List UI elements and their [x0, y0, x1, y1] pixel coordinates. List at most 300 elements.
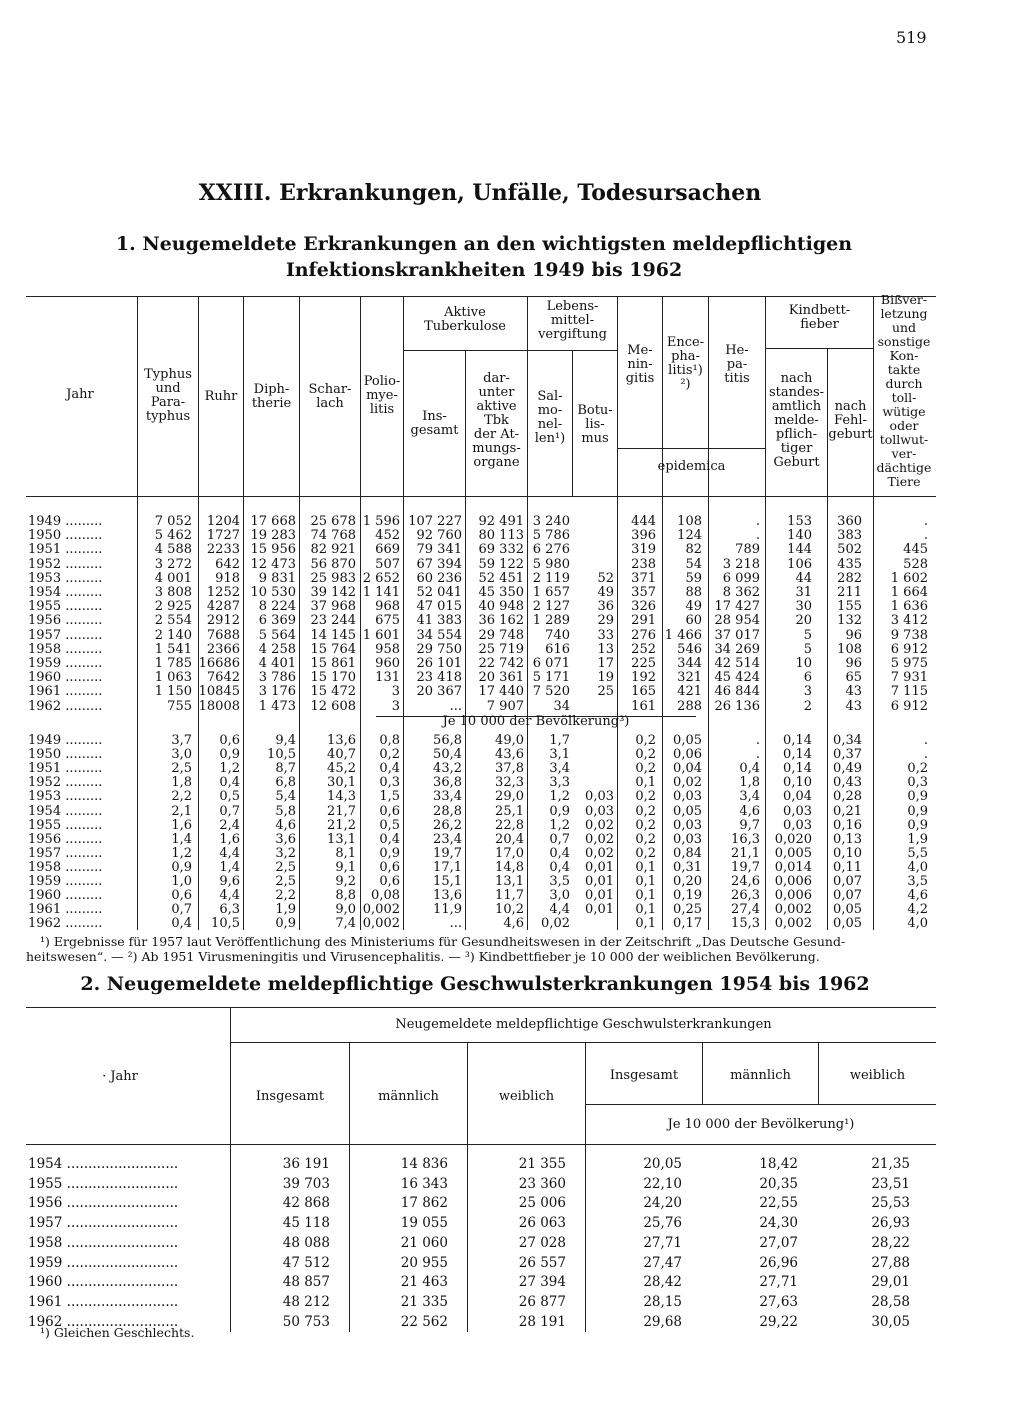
table-cell: 507	[375, 556, 400, 572]
table-cell: 30	[795, 599, 812, 615]
row-year: 1953 .........	[28, 789, 103, 805]
table-cell: 15,1	[433, 874, 462, 889]
table-cell: 238	[631, 556, 656, 572]
table-cell: 37,8	[495, 761, 524, 777]
col-typhus: Typhus und Para- typhus	[144, 367, 192, 424]
table-cell: 0,04	[783, 789, 812, 805]
table-cell: 15 956	[250, 542, 296, 558]
table-cell: 0,28	[833, 789, 862, 805]
col-lebensmittel-group: Lebens- mittel- vergiftung	[538, 299, 607, 342]
table-cell: .	[755, 528, 760, 544]
table-cell: 918	[215, 570, 240, 586]
row-year: 1956 ..........................	[28, 1195, 179, 1212]
table-cell: 0,02	[585, 817, 614, 833]
table-cell: 15 170	[310, 670, 356, 686]
table-cell: 43	[845, 698, 862, 714]
table-cell: 4,6	[503, 916, 524, 932]
table-cell: 25 983	[310, 570, 356, 586]
table-cell: 0,9	[549, 803, 570, 819]
table-cell: 1,8	[171, 775, 192, 791]
row-year: 1955 .........	[28, 599, 103, 615]
table-cell: 29 748	[478, 627, 524, 643]
table-cell: 0,4	[219, 775, 240, 791]
table-cell: 0,20	[673, 874, 702, 889]
table-cell: 4 258	[258, 641, 296, 657]
table-cell: 20	[795, 613, 812, 629]
col-tbk-darunter: dar- unter aktive Tbk der At- mungs- organe	[472, 371, 521, 470]
table-cell: 3,4	[739, 789, 760, 805]
table-cell: 0,4	[379, 761, 400, 777]
table-cell: 252	[631, 641, 656, 657]
table-cell: 3,5	[907, 874, 928, 889]
row-year: 1954 ..........................	[28, 1156, 179, 1172]
row-year: 1962 .........	[28, 916, 103, 932]
table-cell: 1727	[206, 528, 240, 544]
col-meningitis: Me- nin- gitis	[625, 343, 655, 386]
table-cell: 0,10	[833, 845, 862, 861]
table-cell: 1,4	[171, 831, 192, 847]
table-cell: 0,4	[739, 761, 760, 777]
table-cell: 33	[597, 627, 614, 643]
row-year: 1961 .........	[28, 684, 103, 700]
table-cell: 0,03	[673, 789, 702, 805]
table-cell: 1 602	[890, 570, 928, 586]
row-year: 1954 .........	[28, 803, 103, 819]
table-cell: 3,3	[549, 775, 570, 791]
table-cell: 321	[677, 670, 702, 686]
table-cell: 4,0	[907, 859, 928, 875]
table-cell: 36,8	[433, 775, 462, 791]
table-cell: 25,53	[871, 1195, 910, 1212]
row-year: 1957 ..........................	[28, 1215, 179, 1232]
table-cell: 69 332	[478, 542, 524, 558]
table-cell: 0,34	[833, 733, 862, 748]
t2-col-maennlich-rel: männlich	[730, 1068, 791, 1083]
table-cell: 131	[375, 670, 400, 686]
table-cell: 0,01	[585, 902, 614, 918]
table-cell: 0,3	[907, 775, 928, 791]
table-cell: 79 341	[416, 542, 462, 558]
table-cell: 2233	[206, 542, 240, 558]
table-cell: 360	[837, 514, 862, 529]
row-year: 1950 .........	[28, 528, 103, 544]
table-cell: 48 857	[282, 1274, 330, 1291]
table-cell: 19 055	[400, 1215, 448, 1232]
table-cell: 0,4	[171, 916, 192, 932]
table-cell: 96	[845, 656, 862, 671]
table-cell: 740	[545, 627, 570, 643]
table-cell: 675	[375, 613, 400, 629]
table-cell: 0,2	[635, 831, 656, 847]
table-cell: 161	[631, 698, 656, 714]
table-cell: 25 678	[310, 514, 356, 529]
table-cell: 1 063	[154, 670, 192, 686]
table-cell: 282	[837, 570, 862, 586]
table-cell: 0,9	[379, 845, 400, 861]
table-cell: 0,7	[171, 902, 192, 918]
row-year: 1956 .........	[28, 613, 103, 629]
table-cell: 0,21	[833, 803, 862, 819]
table-cell: 1 636	[890, 599, 928, 615]
table-cell: 0,2	[635, 845, 656, 861]
col-ruhr: Ruhr	[204, 389, 238, 404]
table-cell: 2,1	[171, 803, 192, 819]
table-cell: 452	[375, 528, 400, 544]
table-cell: 12 608	[310, 698, 356, 714]
table-cell: 21,35	[871, 1156, 910, 1172]
table-cell: 48 212	[282, 1293, 330, 1310]
table-cell: 5,5	[907, 845, 928, 861]
table-cell: 33,4	[433, 789, 462, 805]
table-cell: 1204	[206, 514, 240, 529]
t2-col-maennlich: männlich	[378, 1089, 439, 1104]
table-cell: 0,1	[635, 775, 656, 791]
table-cell: ...	[449, 916, 462, 932]
table-cell: 14 836	[400, 1156, 448, 1172]
table-cell: 502	[837, 542, 862, 558]
table-cell: 2912	[206, 613, 240, 629]
table-cell: 43,2	[433, 761, 462, 777]
row-year: 1952 .........	[28, 775, 103, 791]
table-cell: 319	[631, 542, 656, 558]
table-cell: 56,8	[433, 733, 462, 748]
col-polio: Polio- mye- litis	[363, 374, 401, 417]
table-cell: 1,2	[549, 817, 570, 833]
table-cell: 5,8	[275, 803, 296, 819]
table-cell: 1,2	[549, 789, 570, 805]
table-cell: 124	[677, 528, 702, 544]
table-cell: 17 427	[714, 599, 760, 615]
table-cell: 23 418	[416, 670, 462, 686]
table-cell: 0,8	[379, 733, 400, 748]
table-cell: 444	[631, 514, 656, 529]
table-cell: 0,5	[379, 817, 400, 833]
table-cell: 960	[375, 656, 400, 671]
table-cell: 0,6	[379, 874, 400, 889]
table-cell: 20,35	[759, 1175, 798, 1192]
row-year: 1949 .........	[28, 733, 103, 748]
table-cell: 0,1	[635, 859, 656, 875]
table-cell: 27,4	[731, 902, 760, 918]
table-cell: 9,7	[739, 817, 760, 833]
table-cell: 140	[787, 528, 812, 544]
table-cell: 19 283	[250, 528, 296, 544]
table-cell: 3	[391, 684, 400, 700]
table-cell: 28,22	[871, 1234, 910, 1251]
table-cell: 0,2	[635, 803, 656, 819]
table-cell: 0,14	[783, 733, 812, 748]
row-year: 1959 .........	[28, 656, 103, 671]
t2-col-jahr: · Jahr	[102, 1069, 138, 1084]
col-salmonellen: Sal- mo- nel- len¹)	[534, 389, 566, 446]
table-cell: 36 162	[478, 613, 524, 629]
table-cell: 6 099	[722, 570, 760, 586]
table-cell: 0,002	[774, 916, 812, 932]
table-cell: 1,8	[739, 775, 760, 791]
table-cell: 132	[837, 613, 862, 629]
table-cell: 82	[685, 542, 702, 558]
table-cell: 30,1	[327, 775, 356, 791]
table-cell: 7,4	[335, 916, 356, 932]
col-tbk-group: Aktive Tuberkulose	[424, 305, 506, 334]
table-cell: 29,0	[495, 789, 524, 805]
table-cell: 383	[837, 528, 862, 544]
table-cell: 1 601	[362, 627, 400, 643]
table-cell: 43,6	[495, 747, 524, 763]
table-cell: 37 968	[310, 599, 356, 615]
table-cell: 16,3	[731, 831, 760, 847]
table-cell: 16 343	[400, 1175, 448, 1192]
table-cell: 27,63	[759, 1293, 798, 1310]
table-cell: 616	[545, 641, 570, 657]
table-cell: 3 218	[722, 556, 760, 572]
table-cell: 0,6	[379, 859, 400, 875]
table-cell: 22,10	[643, 1175, 682, 1192]
table-cell: 5 980	[532, 556, 570, 572]
table-cell: 371	[631, 570, 656, 586]
table-cell: 1 596	[362, 514, 400, 529]
table-cell: 10845	[198, 684, 240, 700]
col-kindbett-fehlgeburt: nach Fehl- geburt	[828, 399, 873, 442]
table-cell: 9,2	[335, 874, 356, 889]
table-cell: 47 512	[282, 1254, 330, 1271]
table1-footnote-1: ¹) Ergebnisse für 1957 laut Veröffentlichung des Ministeriums für Gesundheitswesen in der Zeitschrift „Das Deutsche Gesund-	[40, 934, 846, 949]
table-cell: 13,1	[327, 831, 356, 847]
row-year: 1954 .........	[28, 585, 103, 600]
table-cell: 74 768	[310, 528, 356, 544]
table-cell: 2 140	[154, 627, 192, 643]
table-cell: 5 975	[890, 656, 928, 671]
table-cell: 755	[167, 698, 192, 714]
table-cell: 92 760	[416, 528, 462, 544]
table-cell: 7 907	[486, 698, 524, 714]
table-cell: 27,71	[643, 1234, 682, 1251]
table-cell: 88	[685, 585, 702, 600]
table-cell: 24,6	[731, 874, 760, 889]
table-cell: 18,42	[759, 1156, 798, 1172]
table-cell: 26 136	[714, 698, 760, 714]
table-cell: 1 657	[532, 585, 570, 600]
table-cell: 9 831	[258, 570, 296, 586]
table-cell: 445	[903, 542, 928, 558]
table-cell: 0,25	[673, 902, 702, 918]
table-cell: 7 520	[532, 684, 570, 700]
table-cell: 1,6	[171, 817, 192, 833]
table-cell: 291	[631, 613, 656, 629]
table-cell: 31	[795, 585, 812, 600]
table-cell: 17	[597, 656, 614, 671]
table-cell: 344	[677, 656, 702, 671]
table-cell: 1252	[206, 585, 240, 600]
t2-col-group: Neugemeldete meldepflichtige Geschwulsterkrankungen	[395, 1017, 772, 1032]
table-cell: 28,15	[643, 1293, 682, 1310]
table-cell: 225	[631, 656, 656, 671]
table-cell: 0,002	[362, 916, 400, 932]
table-cell: .	[923, 514, 928, 529]
table-cell: 40,7	[327, 747, 356, 763]
table-cell: 3 272	[154, 556, 192, 572]
table-cell: 27,71	[759, 1274, 798, 1291]
table-cell: 19	[597, 670, 614, 686]
table-cell: 12 473	[250, 556, 296, 572]
table-cell: 25 719	[478, 641, 524, 657]
table-cell: 106	[787, 556, 812, 572]
row-year: 1959 ..........................	[28, 1254, 179, 1271]
table-cell: 7642	[206, 670, 240, 686]
table-cell: 0,03	[585, 803, 614, 819]
table-cell: 1,9	[907, 831, 928, 847]
table-cell: 26 557	[518, 1254, 566, 1271]
table-cell: 0,31	[673, 859, 702, 875]
table-cell: 6,3	[219, 902, 240, 918]
table-cell: 288	[677, 698, 702, 714]
table-cell: 0,01	[585, 888, 614, 904]
table-cell: 27 028	[518, 1234, 566, 1251]
table-cell: 36 191	[282, 1156, 330, 1172]
table-cell: 21 463	[400, 1274, 448, 1291]
table-cell: 9,1	[335, 859, 356, 875]
table-cell: .	[923, 528, 928, 544]
row-year: 1950 .........	[28, 747, 103, 763]
table-cell: 39 703	[282, 1175, 330, 1192]
row-year: 1952 .........	[28, 556, 103, 572]
table-cell: 5 171	[532, 670, 570, 686]
table1-footnote-2: heitswesen“. — ²) Ab 1951 Virusmeningitis und Virusencephalitis. — ³) Kindbettfieber je 10 000 der weiblichen Bevölkerung.	[26, 949, 820, 964]
table-cell: 25	[597, 684, 614, 700]
row-year: 1958 ..........................	[28, 1234, 179, 1251]
row-year: 1955 ..........................	[28, 1175, 179, 1192]
table-cell: 1 289	[532, 613, 570, 629]
table-cell: 958	[375, 641, 400, 657]
table-cell: 16686	[198, 656, 240, 671]
table-cell: 45 118	[282, 1215, 330, 1232]
section-title: XXIII. Erkrankungen, Unfälle, Todesursachen	[198, 180, 762, 206]
table-cell: 27,07	[759, 1234, 798, 1251]
table-cell: 22 742	[478, 656, 524, 671]
table-cell: 25,76	[643, 1215, 682, 1232]
table-cell: 20 955	[400, 1254, 448, 1271]
table-cell: 96	[845, 627, 862, 643]
table-cell: 0,17	[673, 916, 702, 932]
page-number: 519	[896, 28, 927, 47]
table-cell: 0,02	[585, 831, 614, 847]
table-cell: 0,006	[774, 888, 812, 904]
table-cell: .	[923, 733, 928, 748]
table-cell: 92 491	[478, 514, 524, 529]
table-cell: 56 870	[310, 556, 356, 572]
table-cell: 1 466	[664, 627, 702, 643]
table-cell: 27,47	[643, 1254, 682, 1271]
table-cell: 5 786	[532, 528, 570, 544]
table-cell: 20 361	[478, 670, 524, 686]
table-cell: 4 001	[154, 570, 192, 586]
table-cell: 14,8	[495, 859, 524, 875]
table-cell: 39 142	[310, 585, 356, 600]
table-cell: 3,6	[275, 831, 296, 847]
table-cell: 21,1	[731, 845, 760, 861]
table-cell: 0,19	[673, 888, 702, 904]
table-cell: 3 412	[890, 613, 928, 629]
table-cell: 21,7	[327, 803, 356, 819]
table-cell: 13,1	[495, 874, 524, 889]
table-cell: 3,1	[549, 747, 570, 763]
table-cell: 26,93	[871, 1215, 910, 1232]
table-cell: 0,2	[635, 733, 656, 748]
table-cell: 9 738	[890, 627, 928, 643]
table-cell: 0,03	[673, 817, 702, 833]
table-cell: 2,4	[219, 817, 240, 833]
table-cell: 0,9	[275, 916, 296, 932]
table-cell: 23,4	[433, 831, 462, 847]
table-cell: 25 006	[518, 1195, 566, 1212]
table-cell: 20,05	[643, 1156, 682, 1172]
t2-col-weiblich-rel: weiblich	[849, 1068, 906, 1083]
table-cell: 34 554	[416, 627, 462, 643]
table-cell: 67 394	[416, 556, 462, 572]
table-cell: 46 844	[714, 684, 760, 700]
table-cell: 26,2	[433, 817, 462, 833]
table-cell: 8,1	[335, 845, 356, 861]
table-cell: 0,02	[585, 845, 614, 861]
table-cell: 0,1	[635, 888, 656, 904]
row-year: 1959 .........	[28, 874, 103, 889]
row-year: 1951 .........	[28, 761, 103, 777]
table-cell: .	[755, 514, 760, 529]
table-cell: 60 236	[416, 570, 462, 586]
row-year: 1957 .........	[28, 845, 103, 861]
table-cell: .	[923, 747, 928, 763]
table-cell: 4,2	[907, 902, 928, 918]
table-cell: 0,01	[585, 859, 614, 875]
table-cell: 17 668	[250, 514, 296, 529]
table-cell: 17,1	[433, 859, 462, 875]
table-cell: 0,10	[783, 775, 812, 791]
table-cell: 17,0	[495, 845, 524, 861]
table-cell: 0,9	[907, 817, 928, 833]
table-cell: 4,4	[219, 888, 240, 904]
table-cell: 2 925	[154, 599, 192, 615]
t2-subheader: Je 10 000 der Bevölkerung¹)	[667, 1117, 855, 1132]
table-cell: 107 227	[408, 514, 462, 529]
table-cell: 7688	[206, 627, 240, 643]
table-cell: 49,0	[495, 733, 524, 748]
col-kindbett-group: Kindbett- fieber	[788, 303, 851, 332]
table-cell: 0,16	[833, 817, 862, 833]
row-year: 1949 .........	[28, 514, 103, 529]
table-cell: 28 954	[714, 613, 760, 629]
table-cell: 11,9	[433, 902, 462, 918]
table1-title-line2: Infektionskrankheiten 1949 bis 1962	[285, 259, 683, 281]
table-cell: 3,0	[171, 747, 192, 763]
table-cell: 0,7	[549, 831, 570, 847]
table-cell: 9,4	[275, 733, 296, 748]
table-cell: 28,58	[871, 1293, 910, 1310]
table-cell: 1,0	[171, 874, 192, 889]
table-cell: 0,2	[635, 747, 656, 763]
table-cell: 59	[685, 570, 702, 586]
table-cell: 0,2	[907, 761, 928, 777]
table-cell: 26,3	[731, 888, 760, 904]
table-cell: 7 115	[890, 684, 928, 700]
table1-subheader: Je 10 000 der Bevölkerung³)	[442, 714, 630, 729]
table-cell: 45 350	[478, 585, 524, 600]
col-bissverletzung: Bißver- letzung und sonstige Kon- takte durch toll- wütige oder tollwut- ver- dächtige Tiere	[876, 292, 932, 489]
table-cell: 22,8	[495, 817, 524, 833]
table-cell: 108	[837, 641, 862, 657]
table-cell: 3 786	[258, 670, 296, 686]
table-cell: 155	[837, 599, 862, 615]
table-cell: 0,37	[833, 747, 862, 763]
